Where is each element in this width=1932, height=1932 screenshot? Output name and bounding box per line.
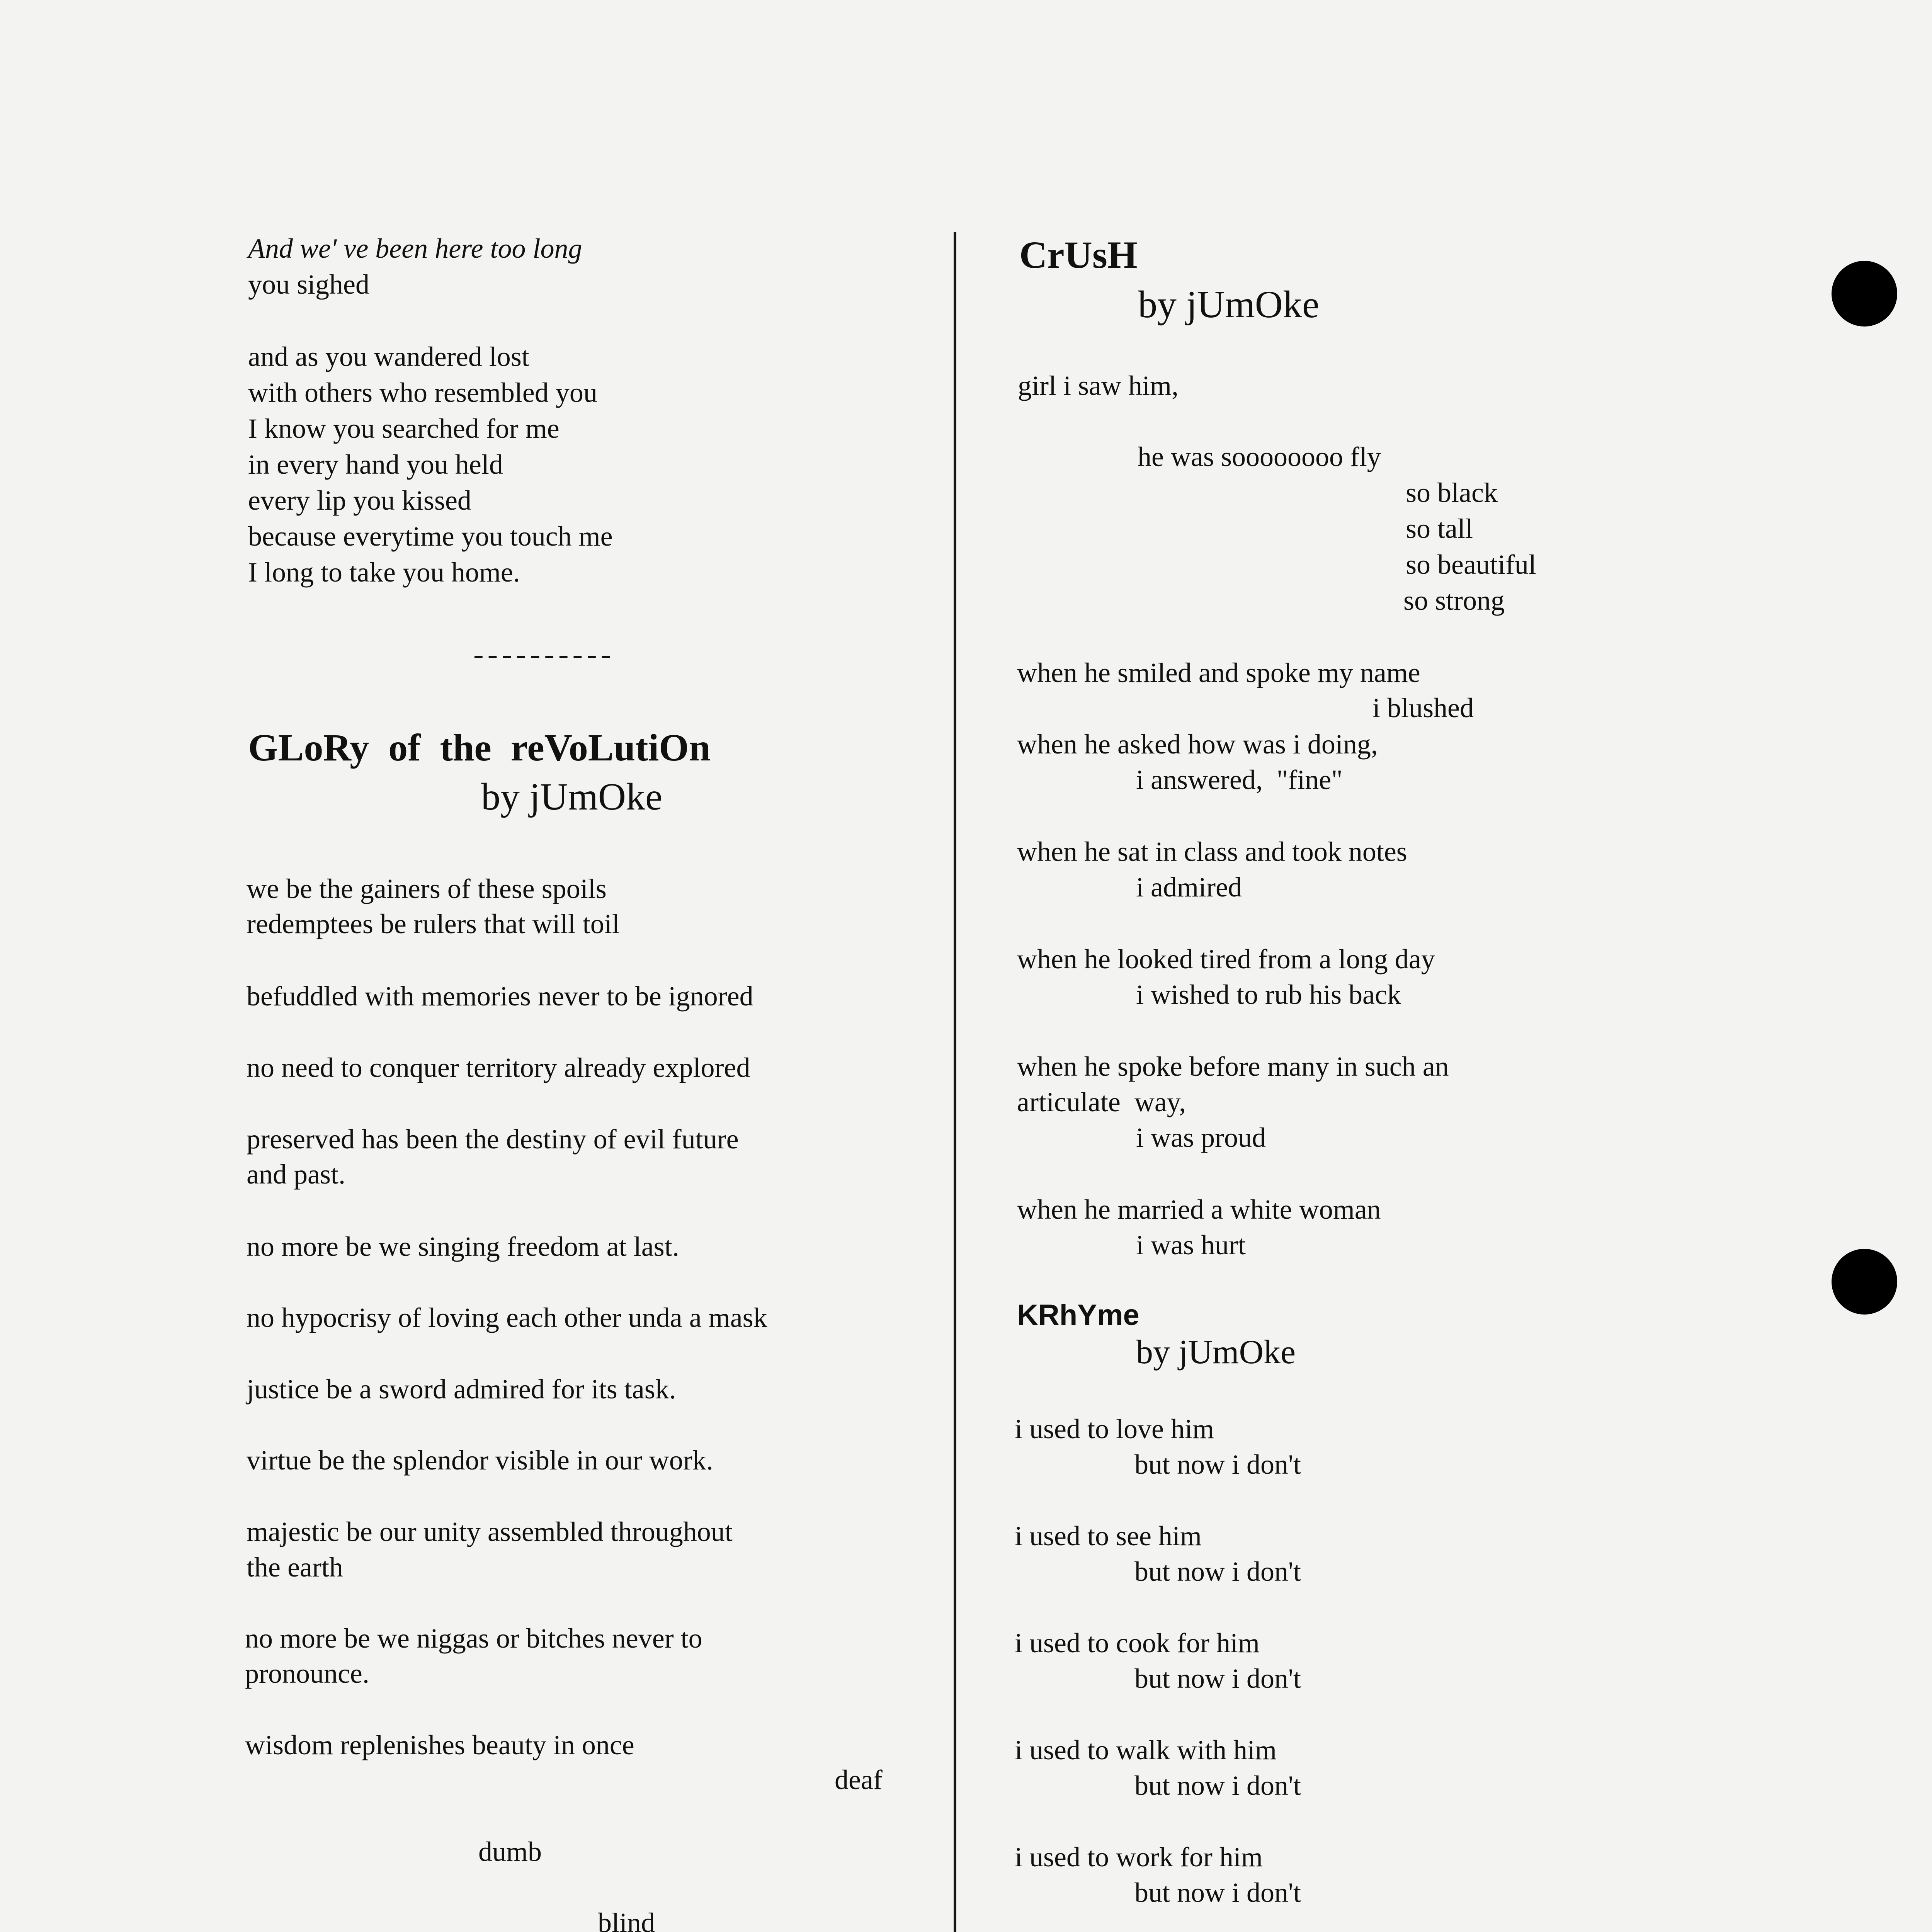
poem-line: deaf xyxy=(835,1764,883,1795)
poem-line: so beautiful xyxy=(1406,549,1536,580)
poem-byline-krhyme: by jUmOke xyxy=(1136,1333,1296,1371)
punch-hole xyxy=(1832,1249,1897,1315)
poem-line: dumb xyxy=(478,1836,542,1867)
poem-line: so strong xyxy=(1403,585,1505,616)
intro-line: you sighed xyxy=(248,269,369,300)
intro-line: with others who resembled you xyxy=(248,377,597,408)
intro-line: because everytime you touch me xyxy=(248,521,613,552)
poem-line: i used to walk with him xyxy=(1015,1735,1277,1765)
poem-line: no need to conquer territory already explored xyxy=(247,1052,750,1083)
poem-line: i used to love him xyxy=(1015,1413,1214,1444)
poem-line: i used to see him xyxy=(1015,1520,1202,1551)
poem-byline-glory: by jUmOke xyxy=(481,775,663,818)
poem-line: i wished to rub his back xyxy=(1136,979,1401,1010)
poem-line: i blushed xyxy=(1372,692,1474,723)
poem-line: no more be we singing freedom at last. xyxy=(247,1231,679,1262)
poem-line: when he looked tired from a long day xyxy=(1017,944,1435,975)
poem-line: but now i don't xyxy=(1134,1449,1301,1480)
poem-line: but now i don't xyxy=(1134,1556,1301,1587)
intro-line: I long to take you home. xyxy=(248,557,520,588)
poem-line: when he sat in class and took notes xyxy=(1017,836,1407,867)
poem-line: and past. xyxy=(247,1159,345,1190)
poem-line: i admired xyxy=(1136,872,1242,903)
poem-line: i was hurt xyxy=(1136,1230,1246,1260)
poem-line: befuddled with memories never to be ignored xyxy=(247,981,753,1012)
poem-line: when he married a white woman xyxy=(1017,1194,1381,1225)
poem-line: blind xyxy=(598,1907,655,1932)
poem-line: but now i don't xyxy=(1134,1663,1301,1694)
poem-line: majestic be our unity assembled throughout xyxy=(247,1516,733,1547)
intro-line: in every hand you held xyxy=(248,449,503,480)
punch-hole xyxy=(1832,261,1897,327)
poem-line: i was proud xyxy=(1136,1122,1266,1153)
poem-line: we be the gainers of these spoils xyxy=(247,873,607,904)
poem-byline-crush: by jUmOke xyxy=(1138,283,1320,326)
poem-line: when he spoke before many in such an xyxy=(1017,1051,1449,1082)
poem-line: when he asked how was i doing, xyxy=(1017,729,1378,760)
poem-line: but now i don't xyxy=(1134,1770,1301,1801)
poem-line: but now i don't xyxy=(1134,1877,1301,1908)
poem-line: virtue be the splendor visible in our work. xyxy=(247,1445,713,1476)
poem-line: when he smiled and spoke my name xyxy=(1017,657,1420,688)
column-divider xyxy=(954,232,956,1932)
poem-line: i used to cook for him xyxy=(1015,1628,1260,1658)
poem-line: girl i saw him, xyxy=(1018,370,1179,401)
poem-line: no more be we niggas or bitches never to xyxy=(245,1623,702,1654)
poem-line: no hypocrisy of loving each other unda a mask xyxy=(247,1302,767,1333)
poem-line: the earth xyxy=(247,1552,343,1583)
poem-line: justice be a sword admired for its task. xyxy=(247,1374,676,1405)
poem-line: redemptees be rulers that will toil xyxy=(247,908,620,939)
intro-line: And we' ve been here too long xyxy=(248,233,582,264)
poem-title-glory: GLoRy of the reVoLutiOn xyxy=(248,726,711,769)
poem-line: i answered, "fine" xyxy=(1136,764,1343,795)
poem-line: articulate way, xyxy=(1017,1087,1186,1117)
section-separator: ---------- xyxy=(473,637,615,671)
poem-title-crush: CrUsH xyxy=(1019,233,1138,276)
poem-line: i used to work for him xyxy=(1015,1842,1263,1872)
poem-line: wisdom replenishes beauty in once xyxy=(245,1730,634,1760)
poem-line: pronounce. xyxy=(245,1658,369,1689)
intro-line: and as you wandered lost xyxy=(248,341,529,372)
poem-line: so tall xyxy=(1406,513,1473,544)
poem-line: so black xyxy=(1406,477,1498,508)
poem-line: he was soooooooo fly xyxy=(1138,441,1381,472)
intro-line: I know you searched for me xyxy=(248,413,560,444)
poem-title-krhyme: KRhYme xyxy=(1017,1299,1139,1332)
poem-line: preserved has been the destiny of evil future xyxy=(247,1124,739,1155)
intro-line: every lip you kissed xyxy=(248,485,471,516)
